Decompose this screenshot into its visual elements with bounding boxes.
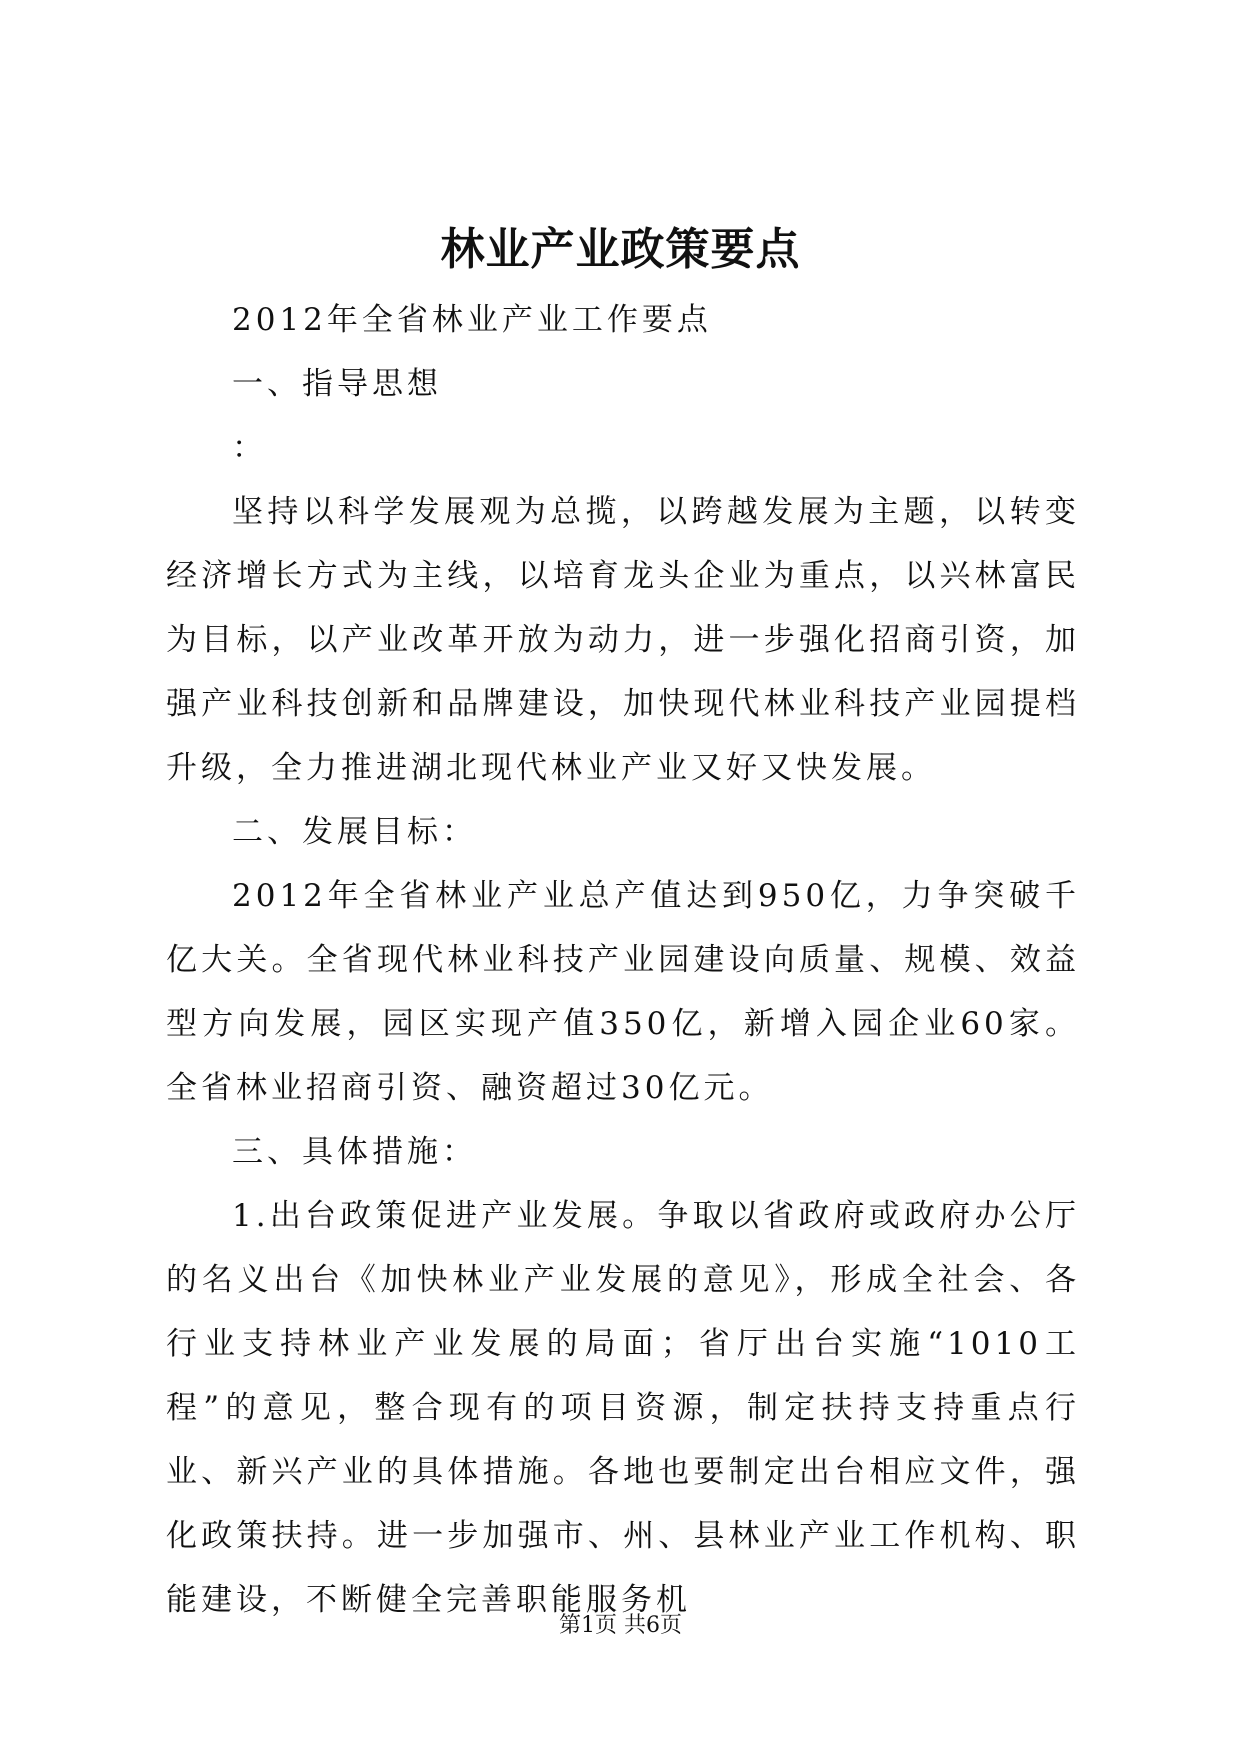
section-heading-guiding-ideology: 一、指导思想	[232, 366, 442, 402]
document-body	[166, 288, 1080, 1632]
section-heading-development-goals: 二、发展目标：	[232, 814, 477, 850]
document-title: 林业产业政策要点	[440, 224, 801, 275]
measure-1-paragraph: 1.出台政策促进产业发展。争取以省政府或政府办公厅的名义出台《加快林业产业发展的意见》，形成全社会、各行业支持林业产业发展的局面；省厅出台实施“1010工程”的意见，整合现有的项目资源，制定扶持支持重点行业、新兴产业的具体措施。各地也要制定出台相应文件，强化政策扶持。进一步加强市、州、县林业产业工作机构、职能建设，不断健全完善职能服务机	[166, 1198, 1080, 1618]
page-footer: 第1页 共6页	[559, 1613, 682, 1638]
development-goals-paragraph: 2012年全省林业产业总产值达到950亿，力争突破千亿大关。全省现代林业科技产业园建设向质量、规模、效益型方向发展，园区实现产值350亿，新增入园企业60家。全省林业招商引资、融资超过30亿元。	[166, 878, 1080, 1106]
subtitle-paragraph: 2012年全省林业产业工作要点	[232, 302, 712, 338]
section-heading-specific-measures: 三、具体措施：	[232, 1134, 477, 1170]
colon-line: ：	[232, 430, 267, 466]
guiding-ideology-paragraph: 坚持以科学发展观为总揽，以跨越发展为主题，以转变经济增长方式为主线，以培育龙头企业为重点，以兴林富民为目标，以产业改革开放为动力，进一步强化招商引资，加强产业科技创新和品牌建设，加快现代林业科技产业园提档升级，全力推进湖北现代林业产业又好又快发展。	[166, 494, 1080, 786]
